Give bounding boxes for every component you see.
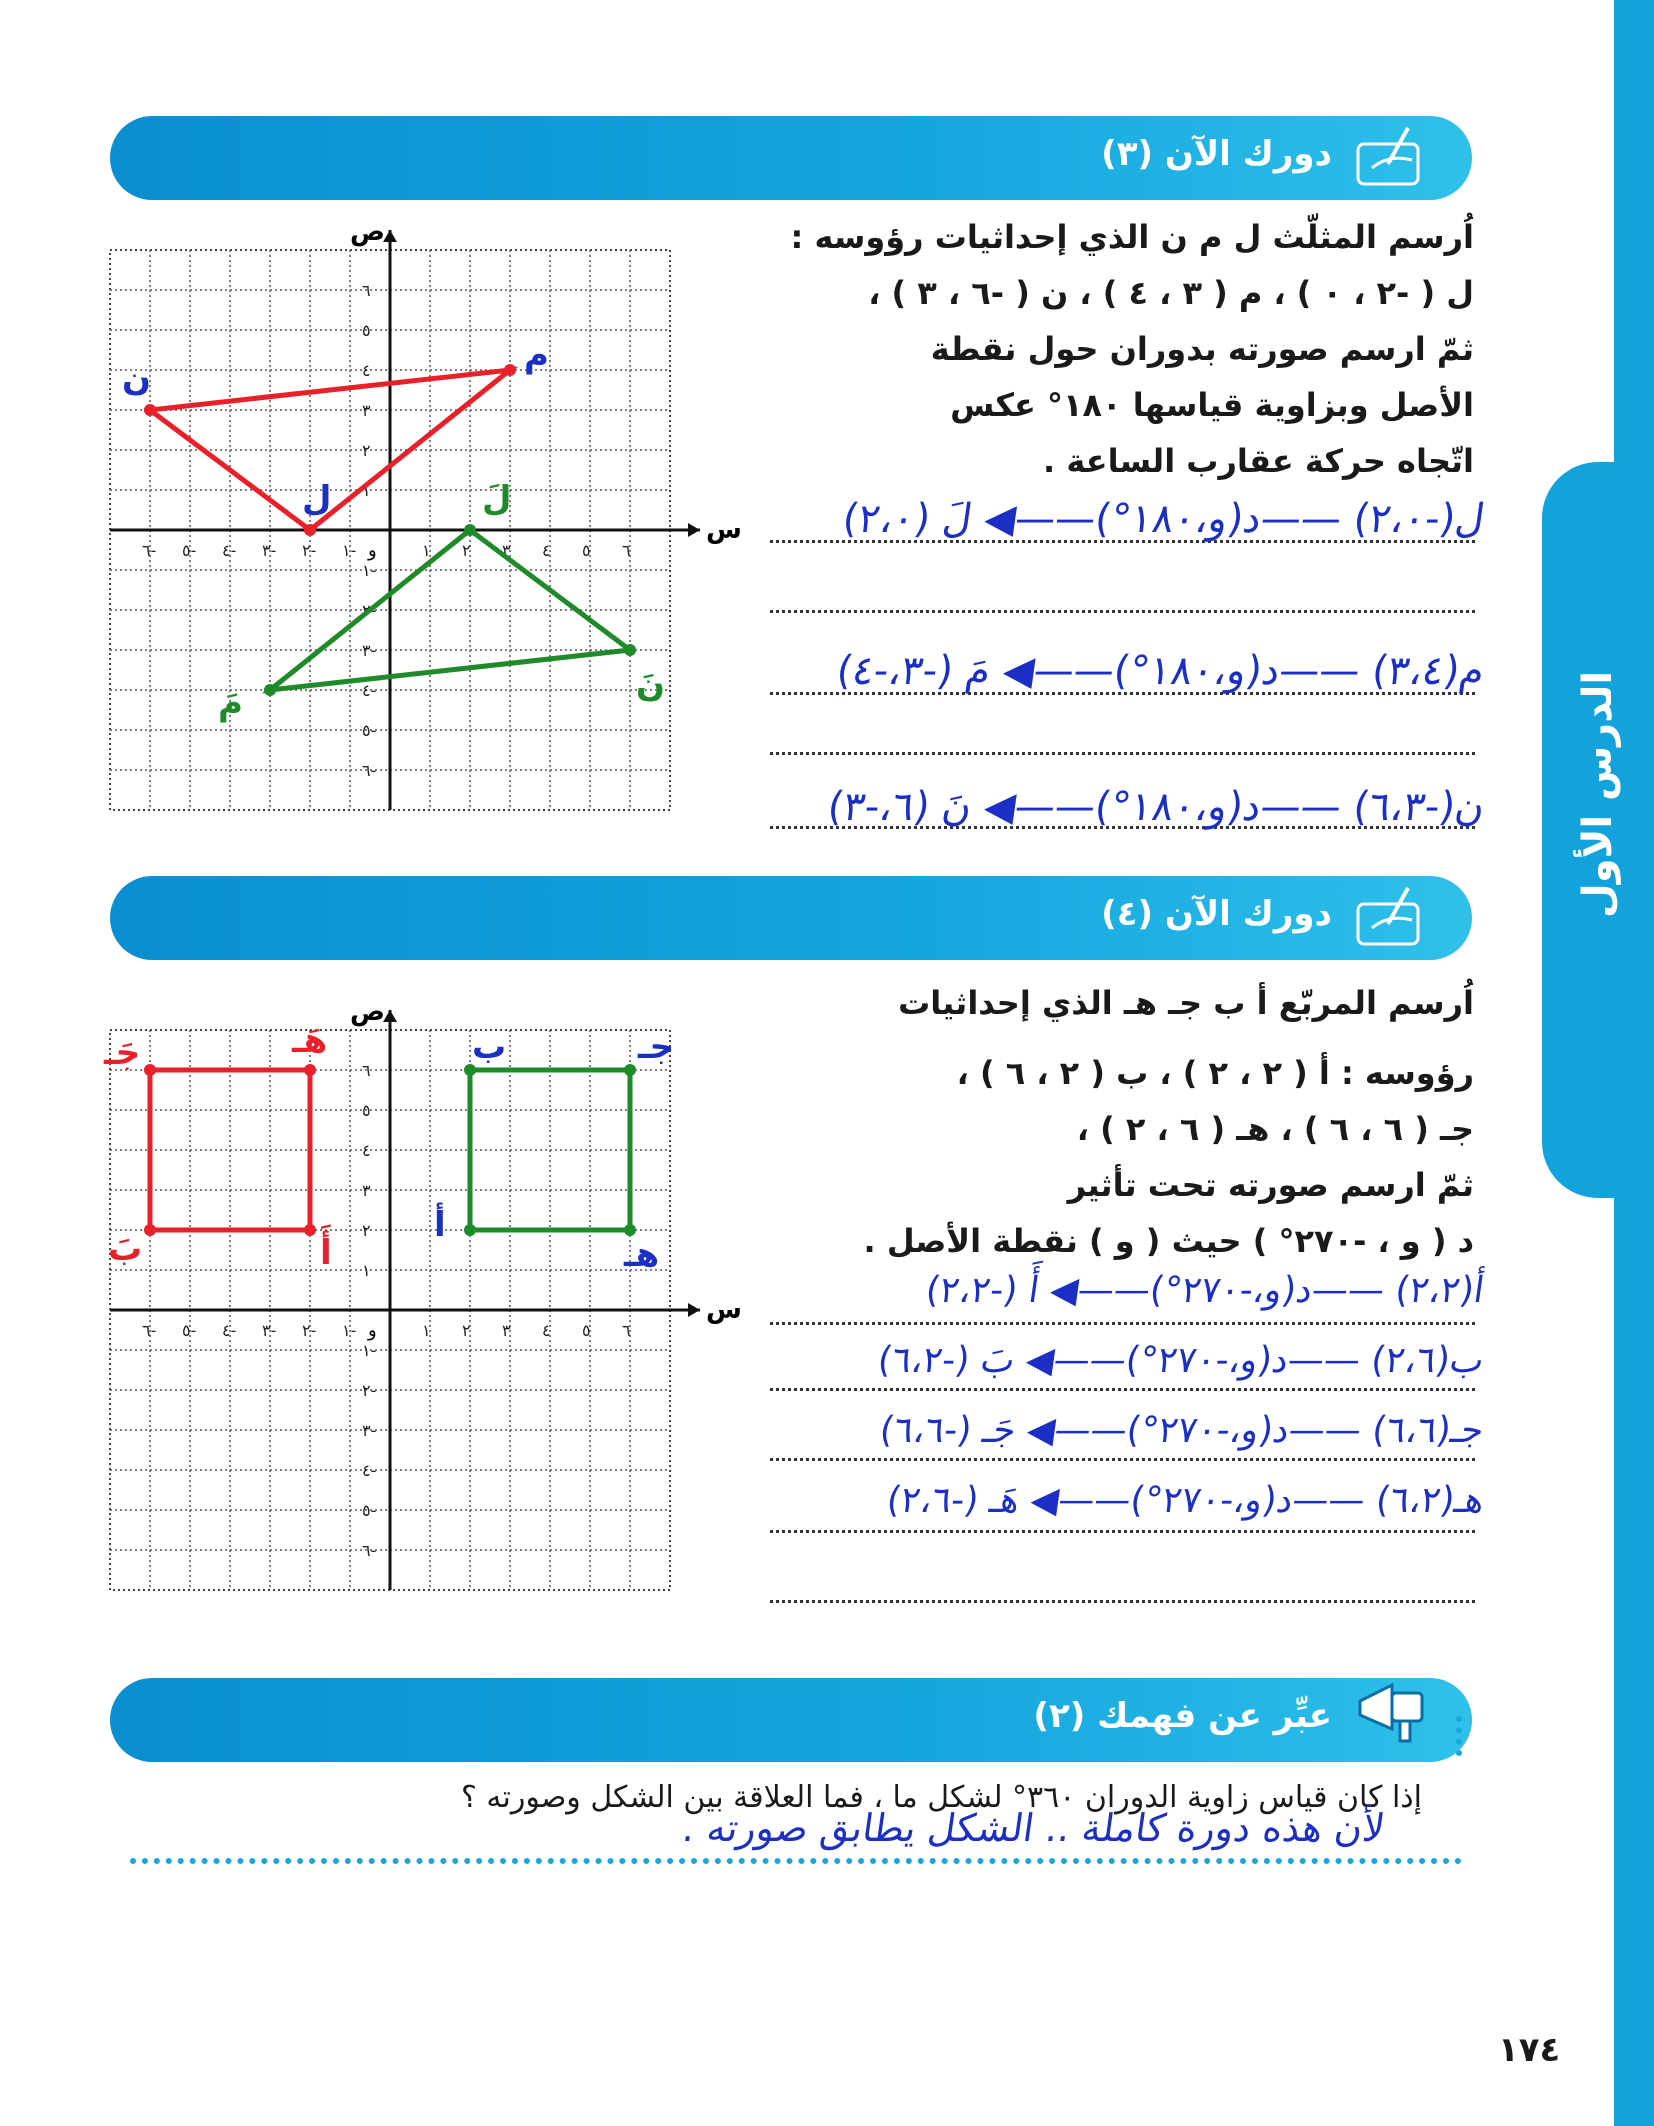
y-tick-label: ١- [362,1341,377,1360]
vertex-point [304,1064,316,1076]
vertex-label-n: ن [122,359,152,399]
q3-line-1: اُرسم المثلّث ل م ن الذي إحداثيات رؤوسه : [790,218,1474,256]
vertex-label-n-image: نَ [636,665,666,705]
x-tick-label: ٢ [462,541,471,560]
x-tick-label: ٤- [222,541,237,560]
x-tick-label: ٦- [142,541,157,560]
vertex-point [144,404,156,416]
vertex-point [624,644,636,656]
y-tick-label: ٣- [362,641,377,660]
vertex-point [304,524,316,536]
q4-line-3: جـ ( ٦ ، ٦ ) ، هـ ( ٦ ، ٢ ) ، [1076,1110,1474,1148]
q4-line-4: ثمّ ارسم صورته تحت تأثير [1067,1166,1474,1204]
y-tick-label: ٦- [362,1541,377,1560]
q3-answer-3: ن(-٦،٣) ——د(و،١٨٠°)——◀ نَ (٦،-٣) [824,784,1488,830]
y-tick-label: ٦ [362,281,371,300]
y-tick-label: ٢- [362,601,377,620]
lesson-title: الدرس الأول [1575,670,1621,918]
y-tick-label: ٥- [362,1501,377,1520]
q3-line-4: الأصل وبزاوية قياسها ١٨٠° عكس [950,386,1474,424]
banner-title: دورك الآن (٣) [1101,134,1332,174]
y-tick-label: ١ [362,1261,371,1280]
x-tick-label: ١- [342,1321,357,1340]
y-tick-label: ٤- [362,1461,377,1480]
vertex-label-a-image: أَ [320,1233,332,1273]
x-tick-label: ٢- [302,541,317,560]
x-tick-label: ٦- [142,1321,157,1340]
answer-line [770,1600,1475,1603]
answer-line [770,1458,1475,1461]
x-tick-label: ٣ [502,541,511,560]
vertex-label-d-image: هَـ [292,1021,328,1061]
vertex-label-l-image: لَ [482,479,512,519]
y-tick-label: ٣- [362,1421,377,1440]
banner-your-turn-3 [110,116,1472,200]
x-tick-label: ٥ [582,541,591,560]
q3-line-3: ثمّ ارسم صورته بدوران حول نقطة [930,330,1474,368]
vertex-point [264,684,276,696]
x-tick-label: ١ [422,1321,431,1340]
vertex-point [144,1224,156,1236]
q3-line-2: ل ( -٢ ، ٠ ) ، م ( ٣ ، ٤ ) ، ن ( -٦ ، ٣ ) ، [868,274,1474,312]
banner-your-turn-4 [110,876,1472,960]
x-tick-label: ٤- [222,1321,237,1340]
x-axis-arrow [688,523,700,537]
x-tick-label: ١ [422,541,431,560]
x-axis-label: س [706,1295,742,1325]
x-tick-label: ٤ [542,541,551,560]
q4-answer-3: جـ(٦،٦) ——د(و،-٢٧٠°)——◀ جَـ (-٦،٦) [877,1410,1487,1451]
banner-express [110,1678,1472,1762]
origin-label: و [368,540,377,561]
x-tick-label: ٥- [182,1321,197,1340]
x-tick-label: ٣- [262,541,277,560]
x-tick-label: ٢ [462,1321,471,1340]
q5-question: إذا كان قياس زاوية الدوران ٣٦٠° لشكل ما ، فما العلاقة بين الشكل وصورته ؟ [460,1780,1422,1815]
q4-line-5: د ( و ، -٢٧٠° ) حيث ( و ) نقطة الأصل . [863,1222,1474,1260]
x-axis-arrow [688,1303,700,1317]
y-tick-label: ١ [362,481,371,500]
vertex-label-l: ل [302,479,332,519]
y-tick-label: ٥ [362,321,371,340]
vertex-label-m: م [524,335,549,375]
y-axis-label: ص [350,217,385,247]
answer-line [770,1388,1475,1391]
vertex-label-c: جـ [638,1027,675,1067]
q3-answer-1: ل(-٢،٠) ——د(و،١٨٠°)——◀ لَ (٢،٠) [839,496,1488,542]
q4-answer-2: ب(٢،٦) ——د(و،-٢٧٠°)——◀ بَ (-٦،٢) [875,1340,1487,1381]
graph-square-rotation [100,995,742,1595]
megaphone-icon [1352,1660,1432,1750]
y-tick-label: ٣ [362,401,371,420]
vertex-point [304,1224,316,1236]
y-tick-label: ٦ [362,1061,371,1080]
vertex-point [144,1064,156,1076]
y-tick-label: ٤ [362,361,371,380]
x-tick-label: ٦ [622,1321,631,1340]
answer-line [770,1322,1475,1325]
vertex-point [464,1224,476,1236]
x-tick-label: ٥- [182,541,197,560]
x-tick-label: ٤ [542,1321,551,1340]
y-tick-label: ٢ [362,441,371,460]
x-tick-label: ٦ [622,541,631,560]
vertex-label-m-image: مَ [218,683,243,723]
writing-hand-icon [1352,124,1432,192]
q4-line-2: رؤوسه : أ ( ٢ ، ٢ ) ، ب ( ٢ ، ٦ ) ، [956,1054,1474,1092]
vertex-label-b-image: بَ [108,1229,143,1269]
origin-label: و [368,1320,377,1341]
x-tick-label: ٥ [582,1321,591,1340]
y-tick-label: ٤ [362,1141,371,1160]
banner-title: دورك الآن (٤) [1101,894,1332,934]
vertex-label-a: أ [434,1205,446,1245]
x-tick-label: ٢- [302,1321,317,1340]
q3-line-5: اتّجاه حركة عقارب الساعة . [1043,442,1474,480]
answer-line [770,610,1475,613]
y-tick-label: ٦- [362,761,377,780]
x-tick-label: ١- [342,541,357,560]
q4-answer-1: أ(٢،٢) ——د(و،-٢٧٠°)——◀ أَ (-٢،٢) [923,1270,1487,1311]
y-axis-label: ص [350,997,385,1027]
q5-answer: لأن هذه دورة كاملة .. الشكل يطابق صورته . [679,1806,1388,1850]
graph-triangle-rotation [100,215,742,815]
y-axis-arrow [383,230,397,242]
vertex-label-c-image: جَـ [104,1033,141,1073]
vertex-label-d: هـ [624,1235,660,1275]
y-axis-arrow [383,1010,397,1022]
answer-line [130,1858,1462,1864]
vertex-point [624,1064,636,1076]
y-tick-label: ٤- [362,681,377,700]
dotted-border [1456,1716,1462,1756]
q3-answer-2: م(٣،٤) ——د(و،١٨٠°)——◀ مَ (-٣،-٤) [833,648,1488,694]
y-tick-label: ٣ [362,1181,371,1200]
banner-title: عبِّر عن فهمك (٢) [1033,1696,1332,1736]
vertex-point [504,364,516,376]
y-tick-label: ٥- [362,721,377,740]
answer-line [770,1530,1475,1533]
y-tick-label: ٢- [362,1381,377,1400]
page-number: ١٧٤ [1498,2030,1561,2070]
q4-line-1: اُرسم المربّع أ ب جـ هـ الذي إحداثيات [898,984,1474,1022]
x-tick-label: ٣ [502,1321,511,1340]
y-tick-label: ٥ [362,1101,371,1120]
y-tick-label: ٢ [362,1221,371,1240]
x-axis-label: س [706,515,742,545]
answer-line [770,752,1475,755]
vertex-label-b: ب [472,1027,507,1067]
writing-hand-icon [1352,884,1432,952]
y-tick-label: ١- [362,561,377,580]
x-tick-label: ٣- [262,1321,277,1340]
q4-answer-4: هـ(٦،٢) ——د(و،-٢٧٠°)——◀ هَـ (-٢،٦) [884,1480,1487,1521]
vertex-point [464,524,476,536]
